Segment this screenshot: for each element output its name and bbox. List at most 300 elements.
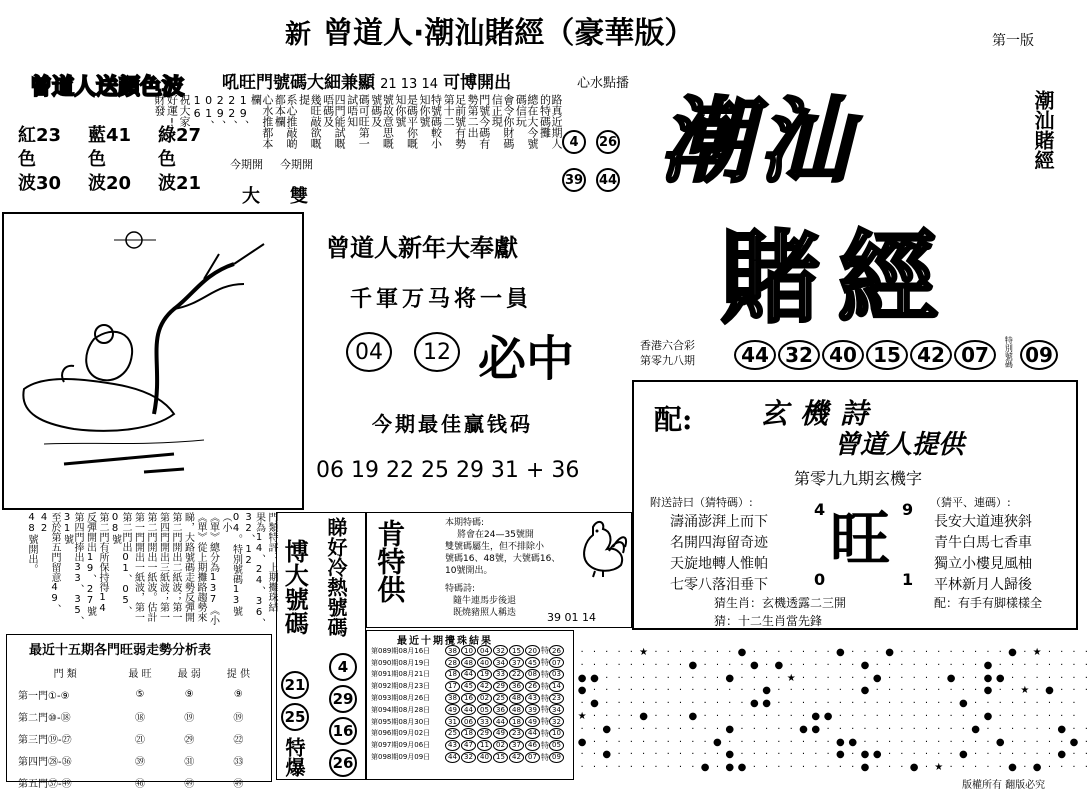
dot-cell: · <box>728 659 732 671</box>
dot-cell: · <box>949 723 953 735</box>
xuanji-poem-line: 長安大道連狹斜 <box>934 514 1032 530</box>
list-item <box>371 692 565 704</box>
poem-column: 幾旺敲欲嘅提 <box>297 94 323 149</box>
dot-cell: · <box>715 672 719 684</box>
dot-cell: · <box>765 710 769 722</box>
dot-cell: · <box>715 723 719 735</box>
dot-cell: · <box>838 659 842 671</box>
recent-special: 26 <box>549 645 564 656</box>
dot-cell: · <box>703 736 707 748</box>
recent-id: 第096期09月02日 <box>371 729 431 738</box>
dot-cell: · <box>961 672 965 684</box>
dot-cell: · <box>789 698 793 710</box>
dot-cell: · <box>998 710 1002 722</box>
logo-side: 潮汕賭經 <box>1031 90 1055 170</box>
dot-cell: · <box>617 685 621 697</box>
xuanji-pei: 配: <box>654 403 693 436</box>
dot-cell: · <box>629 698 633 710</box>
analysis-cell: ⑲ <box>233 712 244 724</box>
recent-num: 44 <box>461 704 476 715</box>
dot-cell: · <box>900 672 904 684</box>
dot-cell: · <box>912 659 916 671</box>
recent-num: 44 <box>461 669 476 680</box>
dot-cell: · <box>801 762 806 774</box>
dot-cell: · <box>678 710 683 722</box>
dot-cell: · <box>715 647 719 658</box>
dot-cell: ● <box>602 723 612 735</box>
hot-num-left-1: 21 <box>281 671 309 699</box>
dot-cell: · <box>974 685 978 697</box>
dot-cell: ● <box>836 647 845 658</box>
dot-cell: · <box>1035 685 1039 697</box>
left-text-column: 第四門開出三紙波；第一 <box>157 512 169 622</box>
dot-cell: · <box>875 710 879 722</box>
dot-cell: · <box>592 762 597 774</box>
dot-cell: · <box>1072 685 1076 697</box>
dot-cell: · <box>691 762 695 774</box>
recent-sp-label: 特 <box>541 693 549 703</box>
dot-cell: · <box>654 685 658 697</box>
recent-num: 18 <box>509 716 524 727</box>
hk-num: 42 <box>910 340 952 370</box>
dot-cell: · <box>654 736 658 748</box>
recent-num: 20 <box>525 645 540 656</box>
dot-cell: · <box>654 710 658 722</box>
dot-cell: · <box>875 685 879 697</box>
recent-num: 32 <box>461 752 476 763</box>
side-num-1: 4 <box>562 130 586 154</box>
dot-cell: ● <box>639 710 648 722</box>
dot-cell: · <box>777 710 781 722</box>
left-text-column: 反彈開出19、27號 <box>84 512 96 616</box>
dot-cell: · <box>851 659 855 671</box>
table-row <box>15 727 263 749</box>
recent-id: 第094期08月28日 <box>371 705 431 714</box>
dot-cell: · <box>752 647 756 658</box>
hk-nums <box>734 340 996 370</box>
xuanji-poem-line: 平林新月人歸後 <box>934 577 1032 593</box>
dot-cell: · <box>728 710 732 722</box>
dot-cell: · <box>949 749 953 761</box>
dot-cell: · <box>961 736 965 748</box>
dot-cell: ● <box>688 710 698 722</box>
dot-cell: · <box>605 672 609 684</box>
recent-rows <box>371 645 565 763</box>
dot-cell: · <box>752 710 756 722</box>
poem-column: 系心推敲啲都本欄 <box>273 94 298 149</box>
dot-cell: · <box>1060 647 1064 658</box>
dot-cell: · <box>592 647 597 658</box>
xuanji-poem-line: 七零八落泪垂下 <box>670 577 768 593</box>
recent-num: 40 <box>477 752 492 763</box>
analysis-cell: ⑨ <box>233 688 243 700</box>
dot-cell: · <box>765 723 769 735</box>
dot-cell: · <box>691 672 695 684</box>
dot-cell: · <box>838 698 842 710</box>
recent-num: 33 <box>477 716 492 727</box>
recent-num: 18 <box>445 669 460 680</box>
dot-cell: · <box>887 723 892 735</box>
recent-sp-label: 特 <box>541 740 549 750</box>
recent-num: 42 <box>509 752 524 763</box>
dot-cell: ● <box>971 723 981 735</box>
dot-cell: · <box>605 647 609 658</box>
recent-id: 第089期08月16日 <box>371 646 431 655</box>
recent-num: 25 <box>445 728 460 739</box>
recent-title: 最近十期攪珠結果 <box>397 636 493 647</box>
dot-cell: · <box>642 736 646 748</box>
dot-cell: · <box>814 685 818 697</box>
left-text-column: 睇，大路號碼走勢反彈開 <box>182 512 194 622</box>
dot-cell: · <box>1035 736 1039 748</box>
dot-cell: · <box>592 723 597 735</box>
dot-cell: · <box>617 736 621 748</box>
offer-title: 曾道人新年大奉獻 <box>326 234 518 262</box>
dot-cell: ● <box>885 647 894 658</box>
analysis-cell: ㉒ <box>233 734 244 746</box>
blue-line: 藍41 <box>88 125 132 146</box>
dot-cell: · <box>1023 647 1027 658</box>
dot-cell: ★ <box>639 647 649 658</box>
dot-cell: · <box>1060 762 1064 774</box>
dot-cell: · <box>605 685 609 697</box>
dot-cell: · <box>986 723 990 735</box>
recent-num: 42 <box>477 681 492 692</box>
dot-cell: ● <box>725 672 735 684</box>
dot-cell: ● <box>811 710 821 722</box>
xuanji-c-bl: 0 <box>814 570 826 589</box>
dot-cell: · <box>937 710 941 722</box>
dot-cell: ● <box>725 723 735 735</box>
dot-cell: · <box>642 685 646 697</box>
recent-num: 28 <box>445 657 460 668</box>
analysis-cell: 第一門①-⑨ <box>18 690 70 702</box>
recent-num: 05 <box>477 704 492 715</box>
xuanji-title1: 玄機詩 <box>760 397 881 430</box>
recent-id: 第093期08月26日 <box>371 694 431 703</box>
list-item <box>371 751 565 763</box>
left-text-column: 第一門開出一紙波，第一 <box>132 512 144 622</box>
dot-cell: · <box>875 723 879 735</box>
poem-column: 特號碼較小知你號 <box>417 94 443 149</box>
dot-cell: · <box>801 672 806 684</box>
dot-cell: · <box>998 647 1002 658</box>
dot-cell: · <box>580 762 584 774</box>
dot-cell: · <box>1035 672 1039 684</box>
recent-num: 43 <box>445 740 460 751</box>
dot-cell: · <box>703 698 707 710</box>
dot-cell: · <box>998 698 1002 710</box>
dot-cell: · <box>851 685 855 697</box>
recent-sp-label: 特 <box>541 728 549 738</box>
recent-num: 45 <box>525 657 540 668</box>
dot-cell: · <box>1084 723 1088 735</box>
dot-cell: · <box>678 723 683 735</box>
dot-cell: · <box>740 659 744 671</box>
special-gong-panel <box>366 512 632 628</box>
analysis-cell: 第三門⑲-㉗ <box>18 734 72 746</box>
dot-cell: · <box>740 672 744 684</box>
hot-num-right-1: 4 <box>329 653 357 681</box>
dot-cell: · <box>789 749 793 761</box>
recent-num: 29 <box>493 681 508 692</box>
dot-cell: ● <box>1045 685 1054 697</box>
recent-num: 40 <box>477 657 492 668</box>
left-text-column: 至於第五門留意49、42 <box>38 512 60 614</box>
special-gong-big: 肯特供 <box>373 519 407 603</box>
recent-num: 08 <box>525 669 540 680</box>
hot-cold-big-title: 博大號碼 <box>280 539 309 635</box>
dot-cell: · <box>814 736 818 748</box>
dot-cell: · <box>875 647 879 658</box>
analysis-cell: 第四門㉘-㊱ <box>18 756 72 768</box>
xuanji-c-tl: 4 <box>814 500 826 519</box>
list-item <box>371 645 565 657</box>
dot-cell: · <box>691 723 695 735</box>
dot-cell: · <box>1010 685 1015 697</box>
analysis-cell: ㊴ <box>135 756 146 768</box>
dot-cell: · <box>863 736 867 748</box>
dot-cell: · <box>949 659 953 671</box>
special-gong-nums: 39 01 14 <box>547 611 596 624</box>
dot-cell: · <box>580 647 584 658</box>
dot-cell: · <box>777 685 781 697</box>
analysis-cell: ㉑ <box>135 734 146 746</box>
recent-num: 49 <box>445 704 460 715</box>
dot-cell: · <box>752 736 756 748</box>
dot-cell: · <box>986 736 990 748</box>
green-color: 色 <box>158 149 176 170</box>
dot-cell: ● <box>737 647 747 658</box>
left-text-column: 門類特評：上期攤珠結 <box>266 512 277 612</box>
dot-cell: ● <box>995 736 1005 748</box>
dot-cell: · <box>851 710 855 722</box>
dot-row <box>576 717 1088 735</box>
dot-cell: ● <box>823 710 833 722</box>
logo-bottom: 賭經 <box>720 220 956 337</box>
hk-result <box>640 336 1076 376</box>
dot-cell: · <box>949 762 953 774</box>
dot-cell: · <box>1035 723 1039 735</box>
table-row <box>15 705 263 727</box>
dot-cell: · <box>912 647 916 658</box>
dot-cell: · <box>678 685 683 697</box>
dot-cell: ● <box>811 723 821 735</box>
xuanji-poem-line: 名開四海留奇迹 <box>670 535 768 551</box>
dot-cell: · <box>740 749 744 761</box>
recent-num: 29 <box>477 728 492 739</box>
dot-cell: · <box>678 647 683 658</box>
dot-cell: · <box>666 762 670 774</box>
dot-cell: · <box>801 698 806 710</box>
dot-cell: · <box>605 736 609 748</box>
dot-cell: · <box>580 659 584 671</box>
blue-color: 色 <box>88 149 106 170</box>
recent-sp-label: 特 <box>541 646 549 656</box>
dot-cell: · <box>678 672 683 684</box>
table-row <box>15 683 263 705</box>
dot-cell: · <box>629 659 633 671</box>
dot-cell: · <box>678 698 683 710</box>
poem-column: 碼可旺第一試唔知 <box>345 94 371 149</box>
xuanji-panel <box>632 380 1078 630</box>
dot-row <box>576 742 1088 761</box>
dot-cell: ● <box>1069 736 1079 748</box>
dot-cell: · <box>654 762 658 774</box>
dot-cell: ● <box>799 723 808 735</box>
dot-cell: · <box>1035 659 1039 671</box>
copyright: 版權所有 翻版必究 <box>962 780 1046 791</box>
dot-cell: · <box>580 698 584 710</box>
dot-cell: · <box>1023 723 1027 735</box>
dot-grid <box>576 640 1088 774</box>
dot-cell: · <box>752 672 756 684</box>
dot-cell: · <box>1060 685 1064 697</box>
dot-cell: · <box>1072 672 1076 684</box>
dot-cell: · <box>1060 710 1064 722</box>
dot-cell: · <box>691 749 695 761</box>
dot-cell: · <box>838 762 842 774</box>
list-item <box>371 704 565 716</box>
offer-slogan: 千軍万马将一員 <box>350 286 533 312</box>
dot-cell: · <box>605 710 609 722</box>
dot-cell: · <box>1084 647 1088 658</box>
analysis-title: 最近十五期各門旺弱走勢分析表 <box>29 643 212 658</box>
recent-id: 第097期09月06日 <box>371 741 431 750</box>
dot-cell: ● <box>958 749 968 761</box>
dot-cell: · <box>1047 659 1052 671</box>
recent-num: 18 <box>461 728 476 739</box>
table-row <box>15 749 263 771</box>
recent-num: 36 <box>493 704 508 715</box>
dot-cell: ● <box>700 762 710 774</box>
green-wave: 波21 <box>158 173 202 194</box>
this-issue-value-1: 大 <box>242 186 260 207</box>
dot-cell: · <box>666 659 670 671</box>
dot-cell: · <box>1047 762 1052 774</box>
dot-cell: ● <box>1057 749 1067 761</box>
dot-cell: ● <box>860 749 870 761</box>
dot-cell: · <box>592 736 597 748</box>
poem-column: 是碼平你嘅知你號 <box>393 94 419 149</box>
dot-cell: · <box>998 762 1002 774</box>
recent-num: 19 <box>477 669 492 680</box>
left-text-column: 果為14、24、36、32、12 <box>243 512 265 628</box>
dot-cell: ● <box>836 749 845 761</box>
recent-num: 49 <box>525 716 540 727</box>
dot-cell: · <box>703 749 707 761</box>
recent-special: 14 <box>549 681 564 692</box>
recent-num: 06 <box>461 716 476 727</box>
recent-num: 44 <box>493 716 508 727</box>
dot-row <box>576 704 1076 722</box>
analysis-cell: ㉝ <box>233 756 244 768</box>
dot-cell: ● <box>872 672 882 684</box>
dot-cell: · <box>1047 710 1052 722</box>
recent-num: 11 <box>477 740 492 751</box>
dot-cell: · <box>605 762 609 774</box>
dot-cell: · <box>949 685 953 697</box>
dot-cell: ● <box>1008 647 1017 658</box>
dot-cell: · <box>1060 659 1064 671</box>
dot-cell: ● <box>860 762 870 774</box>
dot-cell: · <box>789 659 793 671</box>
dot-cell: · <box>974 698 978 710</box>
dot-cell: · <box>1010 749 1015 761</box>
dot-cell: · <box>666 647 670 658</box>
recent-sp-label: 特 <box>541 717 549 727</box>
dot-cell: · <box>777 736 781 748</box>
dot-cell: · <box>912 736 916 748</box>
dot-cell: · <box>728 685 732 697</box>
dot-cell: · <box>777 762 781 774</box>
dot-cell: · <box>875 659 879 671</box>
analysis-cell: ㉛ <box>184 756 195 768</box>
dot-cell: · <box>789 736 793 748</box>
dot-cell: ● <box>590 698 599 710</box>
recent-id: 第090期08月19日 <box>371 658 431 667</box>
dot-cell: · <box>777 723 781 735</box>
dot-cell: · <box>691 736 695 748</box>
dot-cell: · <box>801 710 806 722</box>
dot-cell: · <box>875 698 879 710</box>
list-item <box>371 657 565 669</box>
blue-wave: 波20 <box>88 173 132 194</box>
dot-cell: · <box>752 749 756 761</box>
recent-num: 49 <box>493 728 508 739</box>
painting-panel <box>2 212 304 510</box>
dot-cell: · <box>924 672 929 684</box>
poem-column: 19、22、29、01、16 <box>190 94 250 131</box>
recent-special: 09 <box>549 752 564 763</box>
dot-cell: · <box>1047 647 1052 658</box>
dot-cell: · <box>998 685 1002 697</box>
xuanji-c-br: 1 <box>902 570 914 589</box>
dot-cell: · <box>654 672 658 684</box>
dot-cell: · <box>974 710 978 722</box>
analysis-cell: ⑤ <box>135 688 145 700</box>
left-text-column: 第二門開出一紙波。估計 <box>145 512 156 622</box>
dot-cell: · <box>678 736 683 748</box>
dot-cell: · <box>1047 736 1052 748</box>
dot-cell: · <box>1023 698 1027 710</box>
analysis-cell: ㉙ <box>184 734 195 746</box>
dot-cell: · <box>887 659 892 671</box>
dot-cell: · <box>826 698 830 710</box>
hk-num: 32 <box>778 340 820 370</box>
recent-sp-label: 特 <box>541 669 549 679</box>
recent-num: 37 <box>509 740 524 751</box>
red-wave: 波30 <box>18 173 62 194</box>
dot-cell: · <box>740 723 744 735</box>
dot-cell: · <box>740 685 744 697</box>
dot-cell: · <box>629 749 633 761</box>
recent-special: 03 <box>549 669 564 680</box>
edition-label: 第一版 <box>992 33 1034 49</box>
dot-cell: · <box>703 723 707 735</box>
dot-cell: · <box>986 647 990 658</box>
analysis-cell: ㊾ <box>184 778 195 790</box>
dot-cell: ● <box>983 710 993 722</box>
xuanji-poem-line: 天旋地轉人惟帕 <box>670 556 768 572</box>
dot-cell: · <box>715 659 719 671</box>
recent-special: 34 <box>549 704 564 715</box>
dot-cell: ● <box>749 659 759 671</box>
offer-bizhong: 必中 <box>478 331 575 387</box>
dot-cell: · <box>1084 749 1088 761</box>
dot-cell: · <box>814 762 818 774</box>
analysis-header: 最 旺 <box>128 668 152 680</box>
